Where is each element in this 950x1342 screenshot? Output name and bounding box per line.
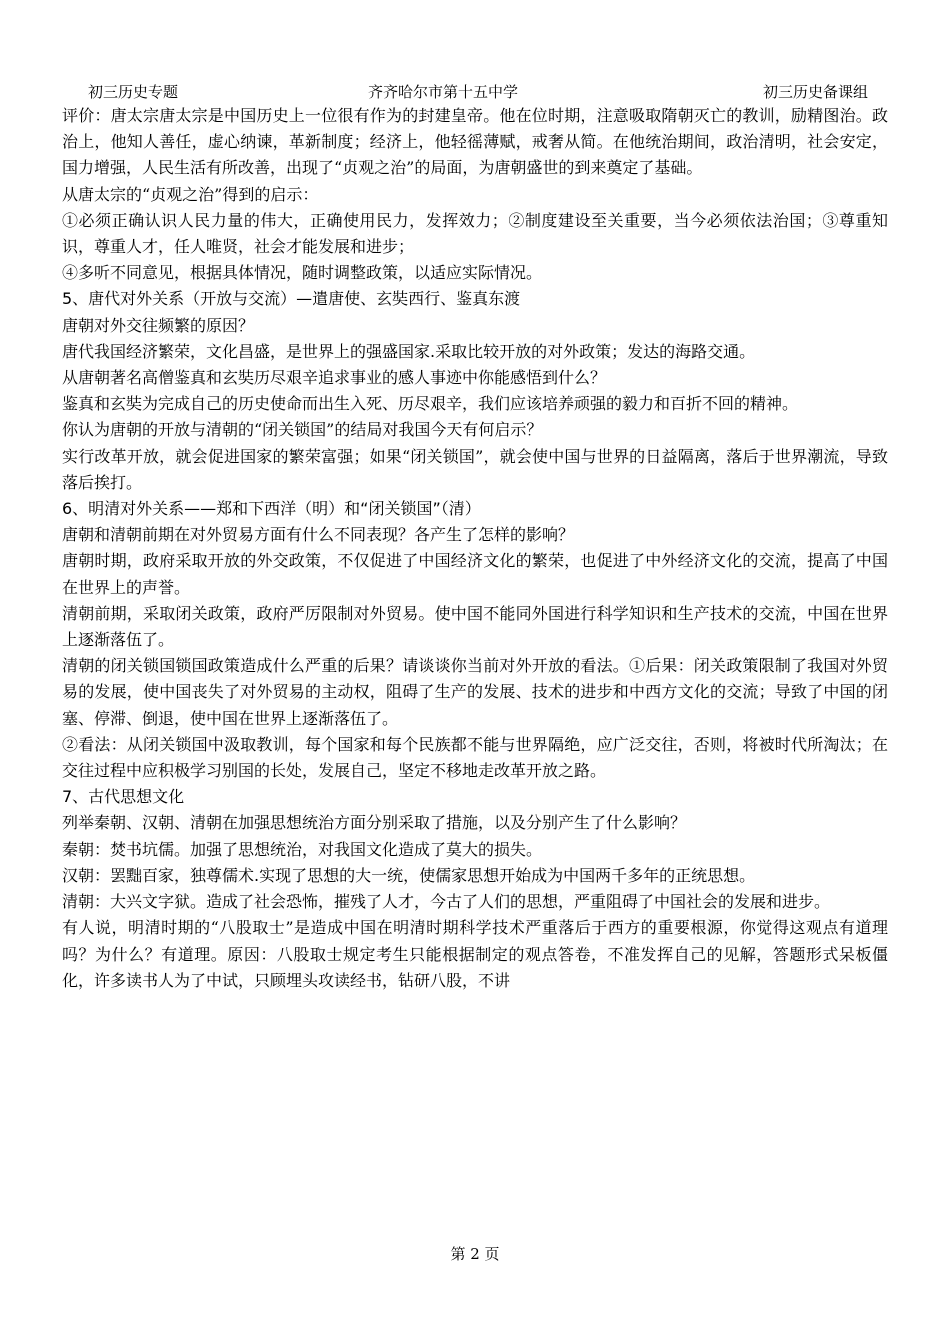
header-course-title: 初三历史专题 [88,83,179,101]
paragraph: 清朝：大兴文字狱。造成了社会恐怖，摧残了人才，今古了人们的思想，严重阻碍了中国社会的发展和进步。 [62,892,831,912]
section-heading: 7、古代思想文化 [62,787,185,807]
page-footer [0,1244,950,1264]
paragraph: 从唐太宗的“贞观之治”得到的启示： [62,184,319,204]
paragraph: ④多听不同意见，根据具体情况，随时调整政策，以适应实际情况。 [62,263,543,283]
paragraph: 鉴真和玄奘为完成自己的历史使命而出生入死、历尽艰辛，我们应该培养顽强的毅力和百折不回的精神。 [62,394,799,414]
page-number: 第 2 页 [450,1245,500,1263]
paragraph: 有人说，明清时期的“八股取士”是造成中国在明清时期科学技术严重落后于西方的重要根源，你觉得这观点有道理吗？为什么？有道理。原因：八股取士规定考生只能根据制定的观点答卷，不准发挥自己的见解，答题形式呆板僵化，许多读书人为了中试，只顾埋头攻读经书，钻研八股，不讲 [62,918,888,990]
paragraph: 实行改革开放，就会促进国家的繁荣富强；如果“闭关锁国”，就会使中国与世界的日益隔离，落后于世界潮流，导致落后挨打。 [62,446,888,492]
section-heading: 6、明清对外关系——郑和下西洋（明）和“闭关锁国”（清） [62,499,481,519]
paragraph: 从唐朝著名高僧鉴真和玄奘历尽艰辛追求事业的感人事迹中你能感悟到什么？ [62,368,607,388]
section-heading: 5、唐代对外关系（开放与交流）—遣唐使、玄奘西行、鉴真东渡 [62,289,521,309]
paragraph: 秦朝：焚书坑儒。加强了思想统治，对我国文化造成了莫大的损失。 [62,839,543,859]
paragraph: 唐朝和清朝前期在对外贸易方面有什么不同表现？各产生了怎样的影响？ [62,525,575,545]
paragraph: 清朝前期，采取闭关政策，政府严厉限制对外贸易。使中国不能同外国进行科学知识和生产技术的交流，中国在世界上逐渐落伍了。 [62,603,888,650]
paragraph: ①必须正确认识人民力量的伟大，正确使用民力，发挥效力；②制度建设至关重要，当今必须依法治国；③尊重知识，尊重人才，任人唯贤，社会才能发展和进步； [62,210,888,257]
header-group-name: 初三历史备课组 [762,83,868,101]
paragraph: 唐代我国经济繁荣，文化昌盛，是世界上的强盛国家.采取比较开放的对外政策；发达的海路交通。 [62,341,756,361]
paragraph: 列举秦朝、汉朝、清朝在加强思想统治方面分别采取了措施，以及分别产生了什么影响？ [62,813,687,833]
paragraph: ②看法：从闭关锁国中汲取教训，每个国家和每个民族都不能与世界隔绝，应广泛交往，否则，将被时代所淘汰；在交往过程中应积极学习别国的长处，发展自己，坚定不移地走改革开放之路。 [62,734,888,781]
paragraph: 唐朝时期，政府采取开放的外交政策，不仅促进了中国经济文化的繁荣，也促进了中外经济文化的交流，提高了中国在世界上的声誉。 [62,551,888,597]
page-header [88,82,868,102]
header-school-name: 齐齐哈尔市第十五中学 [368,83,519,101]
paragraph: 你认为唐朝的开放与清朝的“闭关锁国”的结局对我国今天有何启示？ [62,420,543,440]
paragraph: 汉朝：罢黜百家，独尊儒术.实现了思想的大一统，使儒家思想开始成为中国两千多年的正统思想。 [62,865,756,885]
paragraph: 评价：唐太宗唐太宗是中国历史上一位很有作为的封建皇帝。他在位时期，注意吸取隋朝灭亡的教训，励精图治。政治上，他知人善任，虚心纳谏，革新制度；经济上，他轻徭薄赋，戒奢从简。在他统治期间，政治清明，社会安定，国力增强，人民生活有所改善，出现了“贞观之治”的局面，为唐朝盛世的到来奠定了基础。 [62,106,888,178]
document-body [62,103,888,994]
paragraph: 唐朝对外交往频繁的原因？ [62,315,255,335]
paragraph: 清朝的闭关锁国锁国政策造成什么严重的后果？请谈谈你当前对外开放的看法。①后果：闭关政策限制了我国对外贸易的发展，使中国丧失了对外贸易的主动权，阻碍了生产的发展、技术的进步和中西方文化的交流；导致了中国的闭塞、停滞、倒退，使中国在世界上逐渐落伍了。 [62,656,888,728]
